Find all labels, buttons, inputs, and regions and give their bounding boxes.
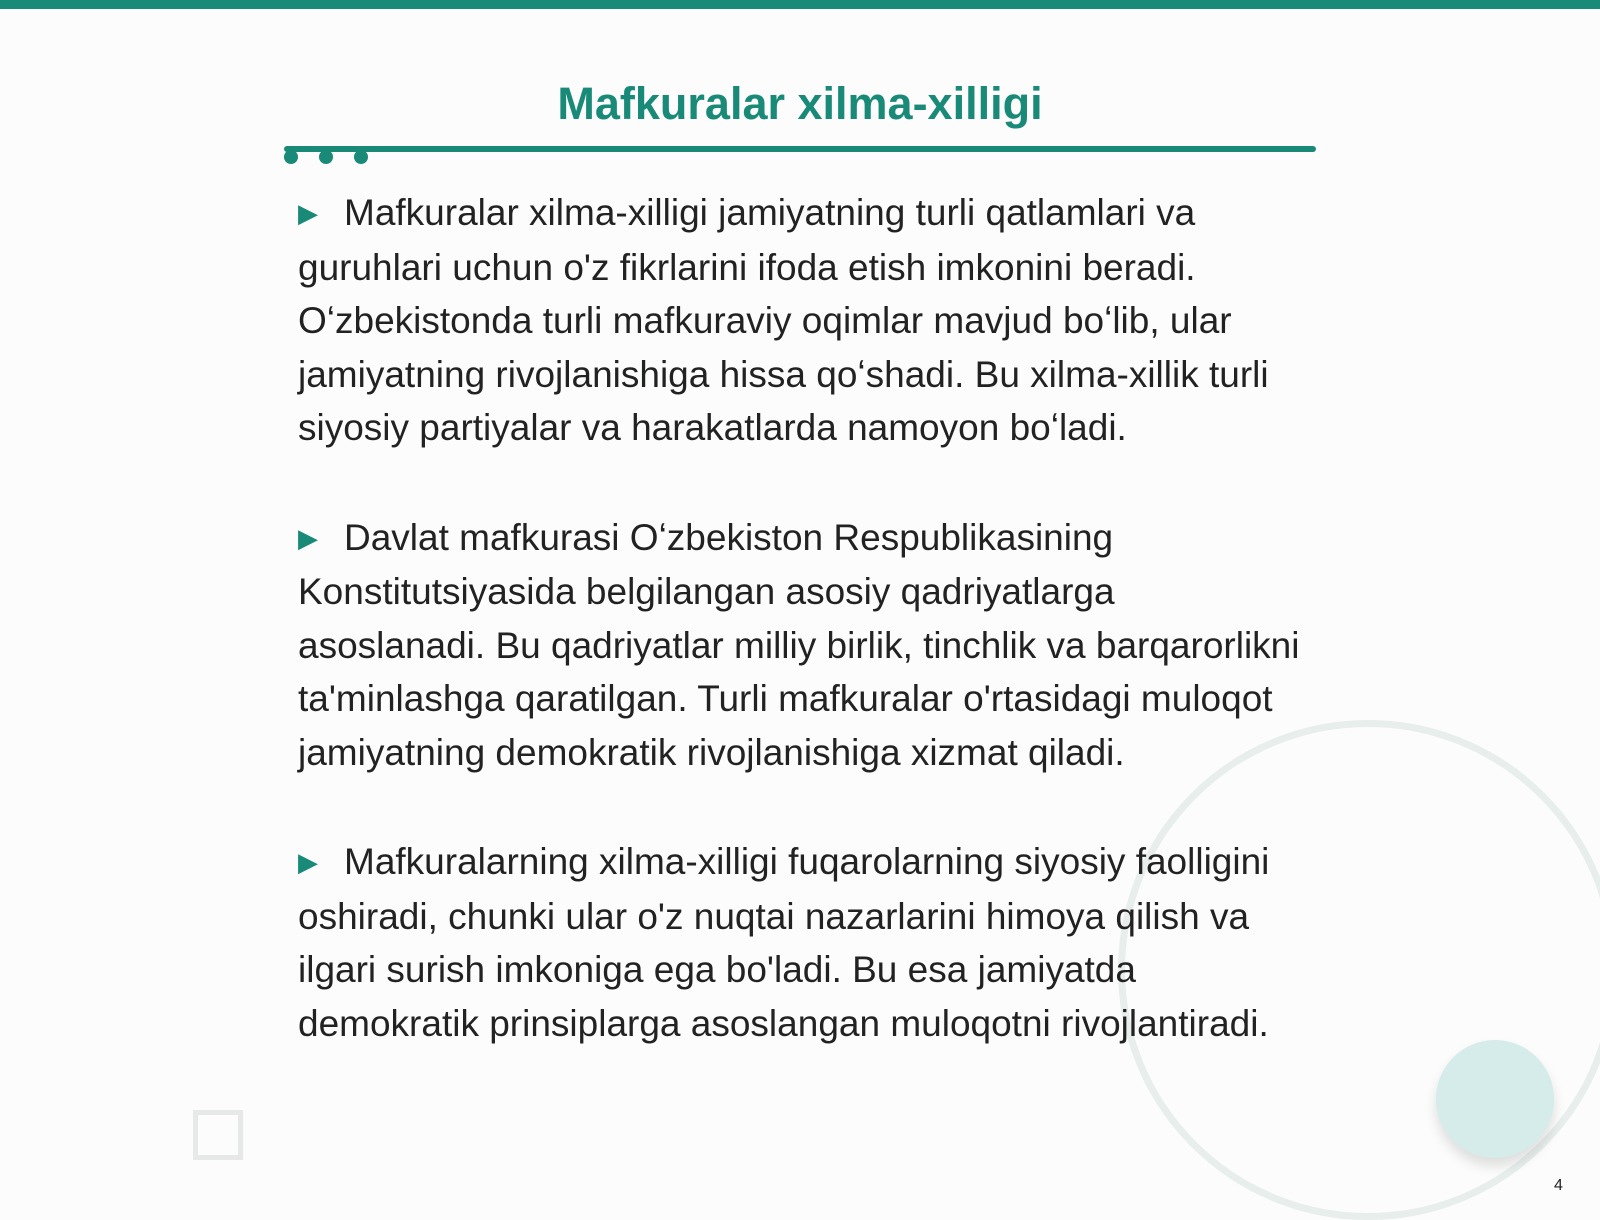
bullet-item: [298, 511, 1308, 780]
slide-title: Mafkuralar xilma-xilligi: [557, 78, 1043, 129]
bullet-text: Mafkuralarning xilma-xilligi fuqarolarning siyosiy faolligini oshiradi, chunki ular o'z nuqtai nazarlarini himoya qilish va ilgari surish imkoniga ega bo'ladi. Bu esa jamiyatda demokratik prinsiplarga asoslangan muloqotni rivojlantiradi.: [298, 841, 1270, 1044]
bullet-text: Mafkuralar xilma-xilligi jamiyatning turli qatlamlari va guruhlari uchun o'z fikrlarini ifoda etish imkonini beradi. Oʻzbekistonda turli mafkuraviy oqimlar mavjud boʻlib, ular jamiyatning rivojlanishiga hissa qoʻshadi. Bu xilma-xillik turli siyosiy partiyalar va harakatlarda namoyon boʻladi.: [298, 192, 1269, 448]
decorative-square: [193, 1110, 243, 1160]
triangle-bullet-icon: ▶: [298, 198, 318, 228]
page-number: 4: [1554, 1177, 1563, 1194]
underline-dot: [319, 150, 333, 164]
bullet-text: Davlat mafkurasi Oʻzbekiston Respublikasining Konstitutsiyasida belgilangan asosiy qadriyatlarga asoslanadi. Bu qadriyatlar milliy birlik, tinchlik va barqarorlikni ta'minlashga qaratilgan. Turli mafkuralar o'rtasidagi muloqot jamiyatning demokratik rivojlanishiga xizmat qiladi.: [298, 516, 1300, 773]
decorative-circle: [1436, 1040, 1554, 1158]
underline-dot: [284, 150, 298, 164]
bullet-item: [298, 186, 1308, 455]
triangle-bullet-icon: ▶: [298, 847, 318, 877]
underline-dot: [354, 150, 368, 164]
triangle-bullet-icon: ▶: [298, 522, 318, 553]
top-accent-bar: [0, 0, 1600, 9]
title-underline: [284, 146, 1316, 152]
bullet-item: [298, 835, 1308, 1050]
bullet-list: [298, 186, 1308, 1106]
